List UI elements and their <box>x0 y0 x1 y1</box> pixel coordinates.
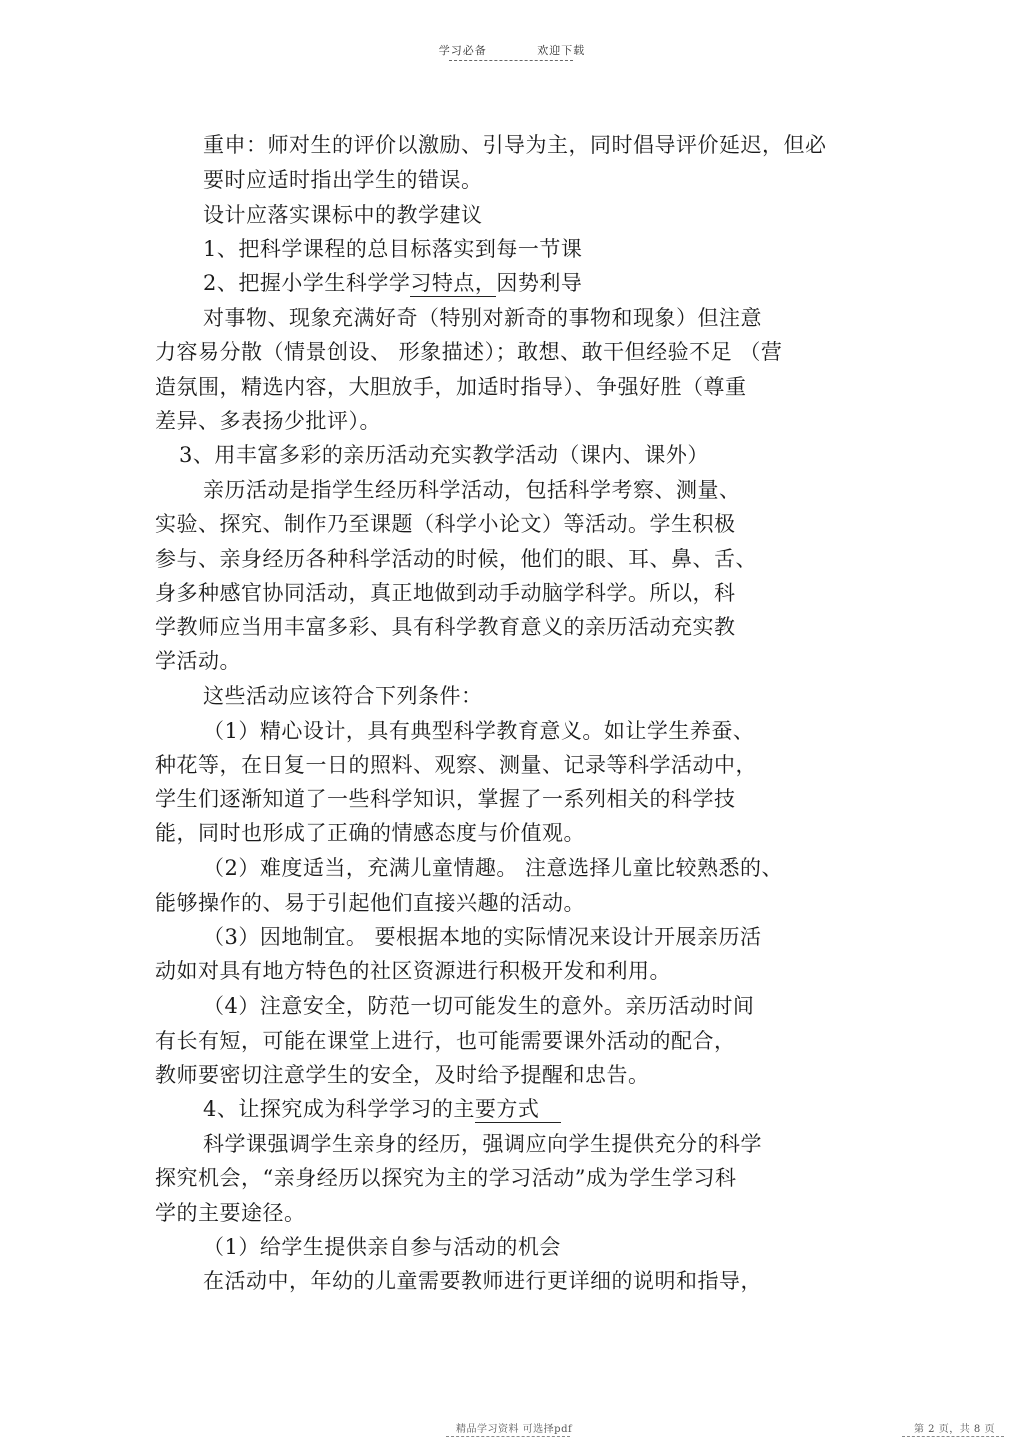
text-line <box>203 270 582 296</box>
text-line: 实验、探究、制作乃至课题（科学小论文）等活动。学生积极 <box>155 512 736 536</box>
text-line: 要时应适时指出学生的错误。 <box>203 168 483 192</box>
text-line: 科学课强调学生亲身的经历，强调应向学生提供充分的科学 <box>203 1132 762 1156</box>
text-line: 这些活动应该符合下列条件： <box>203 684 483 708</box>
text-line: 1、把科学课程的总目标落实到每一节课 <box>203 237 583 261</box>
text-line: 身多种感官协同活动，真正地做到动手动脑学科学。所以，科 <box>155 581 736 605</box>
text-line: 差异、多表扬少批评）。 <box>155 409 381 433</box>
footer-left-divider <box>446 1436 570 1437</box>
text-line: （3）因地制宜。 要根据本地的实际情况来设计开展亲历活 <box>203 925 762 949</box>
text-line: 设计应落实课标中的教学建议 <box>203 203 483 227</box>
header-left: 学习必备 <box>438 44 487 57</box>
text-line: 学的主要途径。 <box>155 1201 306 1225</box>
text-line: 造氛围，精选内容，大胆放手，加适时指导）、争强好胜（尊重 <box>155 375 747 399</box>
underlined-text: 要方式 <box>474 1097 561 1121</box>
text-line: （2）难度适当，充满儿童情趣。 注意选择儿童比较熟悉的、 <box>203 856 784 880</box>
text-line: 亲历活动是指学生经历科学活动，包括科学考察、测量、 <box>203 478 741 502</box>
footer-right-divider <box>902 1436 1004 1437</box>
footer-left: 精品学习资料 可选择pdf <box>456 1424 573 1435</box>
text-line: （1）给学生提供亲自参与活动的机会 <box>203 1235 561 1259</box>
text-line: 力容易分散（情景创设、 形象描述）；敢想、敢干但经验不足 （营 <box>155 340 783 364</box>
text-line: 能，同时也形成了正确的情感态度与价值观。 <box>155 821 585 845</box>
text-line: 对事物、现象充满好奇（特别对新奇的事物和现象）但注意 <box>203 306 762 330</box>
text-line: 3、用丰富多彩的亲历活动充实教学活动（课内、课外） <box>179 443 709 467</box>
text-line: 动如对具有地方特色的社区资源进行积极开发和利用。 <box>155 959 671 983</box>
text-line: 在活动中，年幼的儿童需要教师进行更详细的说明和指导， <box>203 1269 762 1293</box>
page-header <box>0 42 1024 58</box>
header-right: 欢迎下载 <box>537 44 586 57</box>
text-line: 学活动。 <box>155 649 241 673</box>
text-segment: 2、把握小学生科学学 <box>203 271 411 295</box>
text-segment: 因势利导 <box>496 271 583 295</box>
text-segment: 4、让探究成为科学学习的主 <box>203 1097 475 1121</box>
text-line: （4）注意安全，防范一切可能发生的意外。亲历活动时间 <box>203 994 755 1018</box>
text-line: （1）精心设计，具有典型科学教育意义。如让学生养蚕、 <box>203 719 755 743</box>
text-line <box>203 1096 561 1122</box>
footer-page-number: 第 2 页，共 8 页 <box>914 1424 995 1435</box>
text-line: 参与、亲身经历各种科学活动的时候，他们的眼、耳、鼻、舌、 <box>155 547 757 571</box>
text-line: 教师要密切注意学生的安全，及时给予提醒和忠告。 <box>155 1063 650 1087</box>
text-line: 种花等，在日复一日的照料、观察、测量、记录等科学活动中， <box>155 753 757 777</box>
text-line: 有长有短，可能在课堂上进行，也可能需要课外活动的配合， <box>155 1029 736 1053</box>
header-divider <box>449 60 573 61</box>
text-line: 能够操作的、易于引起他们直接兴趣的活动。 <box>155 891 585 915</box>
text-line: 重申：师对生的评价以激励、引导为主，同时倡导评价延迟，但必 <box>203 133 827 157</box>
underlined-text: 习特点， <box>410 271 497 295</box>
text-line: 学教师应当用丰富多彩、具有科学教育意义的亲历活动充实教 <box>155 615 736 639</box>
text-line: 探究机会，“亲身经历以探究为主的学习活动”成为学生学习科 <box>155 1166 737 1190</box>
text-line: 学生们逐渐知道了一些科学知识，掌握了一系列相关的科学技 <box>155 787 736 811</box>
